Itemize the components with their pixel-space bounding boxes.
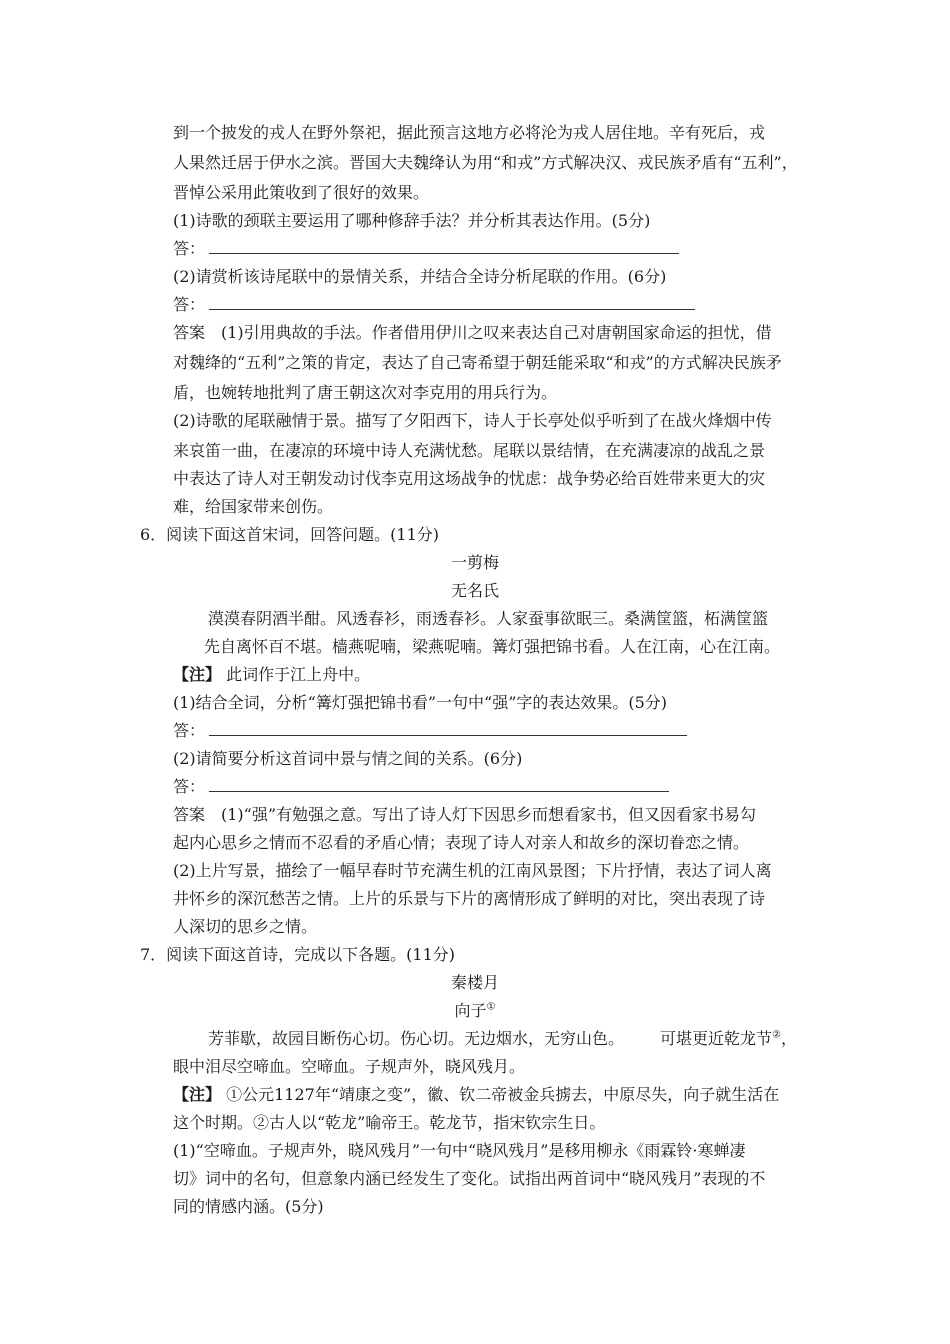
footnote-ref: ② (772, 1029, 781, 1041)
q7-stem: 7．阅读下面这首诗，完成以下各题。(11分) (140, 945, 456, 964)
answer-blank (209, 777, 669, 792)
poem-text: ， (781, 1029, 798, 1048)
poem-text: 芳菲歇，故园目断伤心切。伤心切。无边烟水，无穷山色。 (208, 1029, 625, 1048)
q7-note (173, 1084, 779, 1106)
q5-key-line: (2)诗歌的尾联融情于景。描写了夕阳西下，诗人于长亭处似乎听到了在战火烽烟中传 (173, 411, 772, 430)
footnote-ref: ① (486, 1001, 496, 1013)
answer-label: 答： (173, 777, 206, 796)
note-text: ①公元1127年“靖康之变”，徽、钦二帝被金兵掳去，中原尽失，向子就生活在 (226, 1085, 780, 1104)
q6-key-line: 答案 (1)“强”有勉强之意。写出了诗人灯下因思乡而想看家书，但又因看家书易勾 (173, 805, 757, 824)
q5-subquestion-2: (2)请赏析该诗尾联中的景情关系，并结合全诗分析尾联的作用。(6分) (173, 267, 667, 286)
q5-key-line: 答案 (1)引用典故的手法。作者借用伊川之叹来表达自己对唐朝国家命运的担忧，借 (173, 323, 772, 342)
q6-note (173, 664, 370, 686)
q6-key-line: 井怀乡的深沉愁苦之情。上片的乐景与下片的离情形成了鲜明的对比，突出表现了诗 (173, 889, 766, 908)
q5-key-line: 对魏绛的“五利”之策的肯定，表达了自己寄希望于朝廷能采取“和戎”的方式解决民族矛 (173, 353, 782, 372)
q6-key-line: 起内心思乡之情而不忍看的矛盾心情；表现了诗人对亲人和故乡的深切眷恋之情。 (173, 833, 750, 852)
q5-key-line: 难，给国家带来创伤。 (173, 497, 334, 516)
q6-key-line: (2)上片写景，描绘了一幅早春时节充满生机的江南风景图；下片抒情，表达了词人离 (173, 861, 772, 880)
q6-poem-line: 先自离怀百不堪。樯燕呢喃，梁燕呢喃。篝灯强把锦书看。人在江南，心在江南。 (204, 637, 781, 656)
q7-poem-line (208, 1028, 797, 1050)
note-mark: 【注】 (173, 665, 222, 684)
q5-key-line: 盾，也婉转地批判了唐王朝这次对李克用的用兵行为。 (173, 383, 558, 402)
answer-label: 答： (173, 721, 206, 740)
answer-blank (209, 239, 679, 254)
q7-subquestion-line: 切》词中的名句，但意象内涵已经发生了变化。试指出两首词中“晓风残月”表现的不 (173, 1169, 766, 1188)
q7-subquestion-line: 同的情感内涵。(5分) (173, 1197, 324, 1216)
note-mark: 【注】 (173, 1085, 222, 1104)
q5-key-line: 中表达了诗人对王朝发动讨伐李克用这场战争的忧虑：战争势必给百姓带来更大的灾 (173, 469, 766, 488)
q5-intro-line: 晋悼公采用此策收到了很好的效果。 (173, 183, 430, 202)
q5-intro-line: 人果然迁居于伊水之滨。晋国大夫魏绛认为用“和戎”方式解决汉、戎民族矛盾有“五利”， (173, 153, 798, 172)
q6-poem-title: 一剪梅 (450, 553, 499, 572)
q6-answer-line-1[interactable] (173, 720, 687, 742)
q6-stem: 6．阅读下面这首宋词，回答问题。(11分) (140, 525, 440, 544)
q6-key-line: 人深切的思乡之情。 (173, 917, 318, 936)
q5-key-line: 来哀笛一曲，在凄凉的环境中诗人充满忧愁。尾联以景结情，在充满凄凉的战乱之景 (173, 441, 766, 460)
q6-answer-line-2[interactable] (173, 776, 669, 798)
q5-answer-line-2[interactable] (173, 294, 695, 316)
note-text: 此词作于江上舟中。 (226, 665, 371, 684)
q5-answer-line-1[interactable] (173, 238, 679, 260)
q6-subquestion-2: (2)请简要分析这首词中景与情之间的关系。(6分) (173, 749, 523, 768)
q6-poem-line: 漠漠春阴酒半酣。风透春衫，雨透春衫。人家蚕事欲眠三。桑满筐篮，柘满筐篮 (208, 609, 769, 628)
q6-poem-author: 无名氏 (450, 581, 499, 600)
q7-note-line: 这个时期。②古人以“乾龙”喻帝王。乾龙节，指宋钦宗生日。 (173, 1113, 606, 1132)
q7-poem-line: 眼中泪尽空啼血。空啼血。子规声外，晓风残月。 (173, 1057, 526, 1076)
q5-intro-line: 到一个披发的戎人在野外祭祀，据此预言这地方必将沦为戎人居住地。辛有死后，戎 (173, 123, 766, 142)
q7-poem-title: 秦楼月 (450, 973, 499, 992)
answer-label: 答： (173, 239, 206, 258)
poem-text: 可堪更近乾龙节 (660, 1029, 773, 1048)
q7-poem-author (0, 1000, 950, 1022)
author-name: 向子 (454, 1001, 487, 1020)
q6-subquestion-1: (1)结合全词，分析“篝灯强把锦书看”一句中“强”字的表达效果。(5分) (173, 693, 668, 712)
answer-label: 答： (173, 295, 206, 314)
answer-blank (209, 295, 695, 310)
q7-subquestion-line: (1)“空啼血。子规声外，晓风残月”一句中“晓风残月”是移用柳永《雨霖铃·寒蝉凄 (173, 1141, 746, 1160)
q5-subquestion-1: (1)诗歌的颈联主要运用了哪种修辞手法？并分析其表达作用。(5分) (173, 211, 651, 230)
answer-blank (209, 721, 687, 736)
